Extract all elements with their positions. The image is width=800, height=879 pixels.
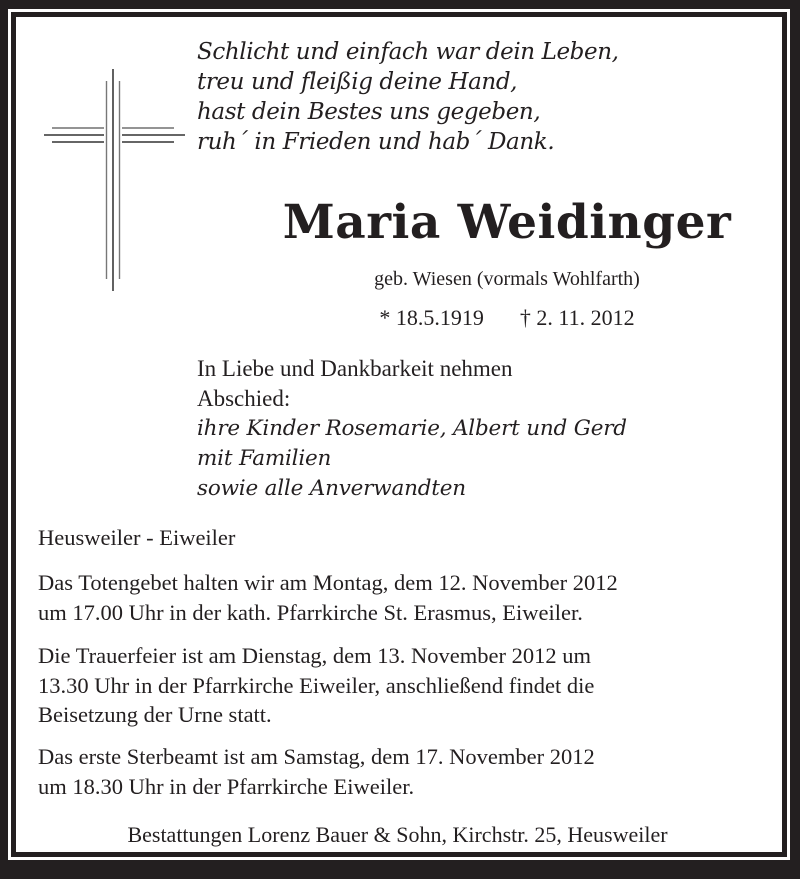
announcement-line: Beisetzung der Urne statt.	[38, 702, 272, 727]
farewell-section	[197, 354, 627, 504]
obituary-notice	[11, 12, 787, 857]
deceased-name: Maria Weidinger	[282, 195, 732, 250]
birth-name: geb. Wiesen (vormals Wohlfarth)	[374, 268, 640, 290]
announcement-line: 13.30 Uhr in der Pfarrkirche Eiweiler, anschließend findet die	[38, 672, 595, 698]
poem-line: ruh´ in Frieden und hab´ Dank.	[197, 129, 555, 155]
announcement-line: Die Trauerfeier ist am Dienstag, dem 13. November 2012 um	[38, 643, 592, 668]
poem	[197, 37, 619, 157]
announcement-line: Das erste Sterbeamt ist am Samstag, dem 17. November 2012	[38, 744, 595, 769]
announcement-requiem	[38, 742, 788, 801]
death-date: † 2. 11. 2012	[519, 305, 635, 330]
birth-date: * 18.5.1919	[379, 305, 484, 330]
announcement-line: um 18.30 Uhr in der Pfarrkirche Eiweiler.	[38, 773, 415, 799]
place: Heusweiler - Eiweiler	[38, 525, 236, 550]
announcement-funeral	[38, 641, 788, 730]
mourners-line: mit Familien	[197, 446, 332, 471]
poem-line: hast dein Bestes uns gegeben,	[197, 99, 541, 125]
cross-icon	[38, 65, 188, 295]
farewell-intro: Abschied:	[197, 386, 291, 411]
outer-frame	[8, 9, 790, 860]
life-dates	[212, 303, 800, 333]
announcement-line: um 17.00 Uhr in der kath. Pfarrkirche St. Erasmus, Eiweiler.	[38, 599, 583, 625]
mourners-line: sowie alle Anverwandten	[197, 476, 466, 501]
mourners-line: ihre Kinder Rosemarie, Albert und Gerd	[197, 416, 627, 441]
announcement-line: Das Totengebet halten wir am Montag, dem 12. November 2012	[38, 570, 618, 595]
poem-line: treu und fleißig deine Hand,	[197, 69, 518, 95]
farewell-intro: In Liebe und Dankbarkeit nehmen	[197, 356, 513, 381]
announcement-prayer	[38, 568, 788, 627]
poem-line: Schlicht und einfach war dein Leben,	[197, 39, 619, 65]
undertaker: Bestattungen Lorenz Bauer & Sohn, Kirchstr. 25, Heusweiler	[127, 822, 668, 847]
